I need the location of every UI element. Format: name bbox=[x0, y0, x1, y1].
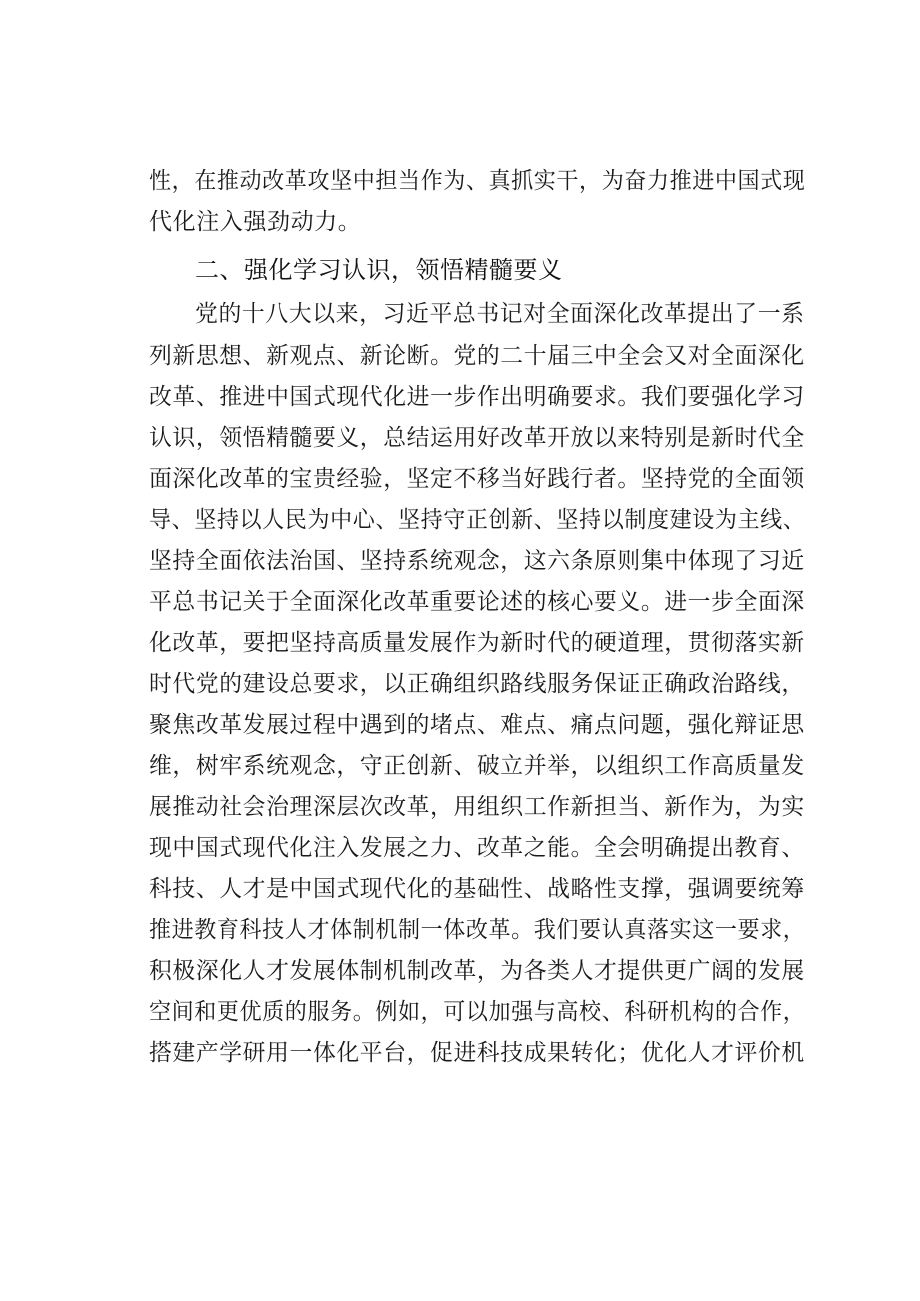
body-line-18: 空间和更优质的服务。例如，可以加强与高校、科研机构的合作， bbox=[149, 999, 806, 1025]
body-line-5: 面深化改革的宝贵经验，坚定不移当好践行者。坚持党的全面领 bbox=[149, 466, 805, 492]
body-line-14: 现中国式现代化注入发展之力、改革之能。全会明确提出教育、 bbox=[149, 835, 805, 861]
body-line-1: 党的十八大以来，习近平总书记对全面深化改革提出了一系 bbox=[195, 301, 805, 327]
section-heading: 二、强化学习认识，领悟精髓要义 bbox=[195, 256, 563, 284]
body-line-9: 化改革，要把坚持高质量发展作为新时代的硬道理，贯彻落实新 bbox=[149, 630, 805, 656]
body-line-8: 平总书记关于全面深化改革重要论述的核心要义。进一步全面深 bbox=[149, 589, 805, 615]
body-line-10: 时代党的建设总要求，以正确组织路线服务保证正确政治路线， bbox=[149, 671, 805, 697]
body-line-11: 聚焦改革发展过程中遇到的堵点、难点、痛点问题，强化辩证思 bbox=[149, 712, 805, 738]
body-line-16: 推进教育科技人才体制机制一体改革。我们要认真落实这一要求， bbox=[149, 917, 806, 943]
body-line-2: 列新思想、新观点、新论断。党的二十届三中全会又对全面深化 bbox=[149, 343, 805, 369]
body-line-15: 科技、人才是中国式现代化的基础性、战略性支撑，强调要统筹 bbox=[149, 876, 805, 902]
body-line-12: 维，树牢系统观念，守正创新、破立并举，以组织工作高质量发 bbox=[149, 753, 805, 779]
intro-line-2: 代化注入强劲动力。 bbox=[149, 209, 362, 235]
intro-line-1: 性，在推动改革攻坚中担当作为、真抓实干，为奋力推进中国式现 bbox=[149, 168, 806, 194]
body-line-13: 展推动社会治理深层次改革，用组织工作新担当、新作为，为实 bbox=[149, 794, 805, 820]
body-line-17: 积极深化人才发展体制机制改革，为各类人才提供更广阔的发展 bbox=[149, 958, 805, 984]
body-line-3: 改革、推进中国式现代化进一步作出明确要求。我们要强化学习 bbox=[149, 384, 805, 410]
body-line-6: 导、坚持以人民为中心、坚持守正创新、坚持以制度建设为主线、 bbox=[149, 507, 806, 533]
body-line-19: 搭建产学研用一体化平台，促进科技成果转化；优化人才评价机 bbox=[149, 1040, 805, 1066]
body-line-7: 坚持全面依法治国、坚持系统观念，这六条原则集中体现了习近 bbox=[149, 548, 805, 574]
body-line-4: 认识，领悟精髓要义，总结运用好改革开放以来特别是新时代全 bbox=[149, 425, 805, 451]
